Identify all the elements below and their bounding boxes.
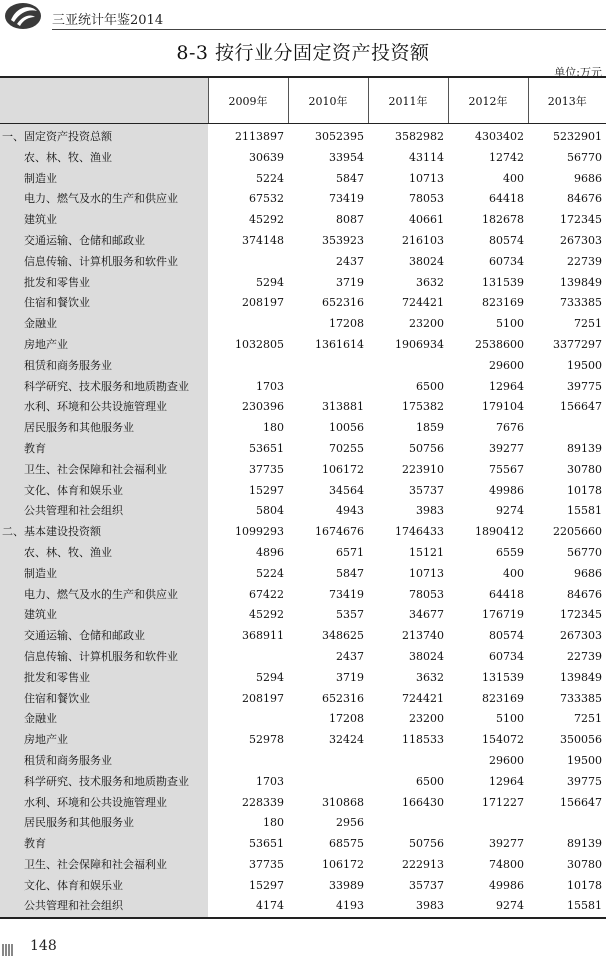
cell-value: 33954 <box>329 150 364 164</box>
cell-value: 33989 <box>329 878 364 892</box>
cell-value: 5224 <box>256 566 284 580</box>
row-label: 农、林、牧、渔业 <box>0 148 208 169</box>
cell-value: 23200 <box>409 712 444 726</box>
table-row <box>0 273 606 294</box>
row-label: 房地产业 <box>0 335 208 356</box>
cell-value <box>288 772 368 793</box>
page-number: 148 <box>30 938 57 954</box>
cell-value: 68575 <box>329 837 364 851</box>
cell-value: 30780 <box>567 857 602 871</box>
cell-value: 6559 <box>496 545 524 559</box>
table-row <box>0 793 606 814</box>
row-label: 卫生、社会保障和社会福利业 <box>0 460 208 481</box>
cell-value <box>288 377 368 398</box>
cell-value: 156647 <box>560 400 602 414</box>
book-title: 三亚统计年鉴2014 <box>52 13 164 28</box>
table-row <box>0 730 606 751</box>
cell-value: 172345 <box>560 608 602 622</box>
cell-value: 724421 <box>402 691 444 705</box>
cell-value: 6571 <box>336 545 364 559</box>
table-row <box>0 460 606 481</box>
table-row <box>0 543 606 564</box>
row-label: 建筑业 <box>0 605 208 626</box>
cell-value: 1703 <box>256 379 284 393</box>
cell-value: 724421 <box>402 296 444 310</box>
cell-value: 6500 <box>416 774 444 788</box>
cell-value: 60734 <box>489 254 524 268</box>
cell-value: 310868 <box>322 795 364 809</box>
cell-value: 179104 <box>482 400 524 414</box>
cell-value: 15297 <box>249 878 284 892</box>
cell-value: 3719 <box>336 275 364 289</box>
table-row <box>0 356 606 377</box>
cell-value: 4896 <box>256 545 284 559</box>
table-row <box>0 689 606 710</box>
cell-value: 180 <box>263 816 284 830</box>
row-label: 批发和零售业 <box>0 668 208 689</box>
column-header-stub <box>0 77 208 124</box>
cell-value: 3632 <box>416 670 444 684</box>
row-label: 住宿和餐饮业 <box>0 293 208 314</box>
cell-value: 156647 <box>560 795 602 809</box>
cell-value: 1674676 <box>315 525 364 539</box>
cell-value: 38024 <box>409 649 444 663</box>
row-label: 租赁和商务服务业 <box>0 751 208 772</box>
row-label: 公共管理和社会组织 <box>0 501 208 522</box>
cell-value: 50756 <box>409 441 444 455</box>
cell-value: 139849 <box>560 670 602 684</box>
cell-value: 7251 <box>574 712 602 726</box>
cell-value: 400 <box>503 171 524 185</box>
cell-value: 4174 <box>256 899 284 913</box>
cell-value <box>368 813 448 834</box>
cell-value: 15297 <box>249 483 284 497</box>
cell-value: 5294 <box>256 275 284 289</box>
row-label: 信息传输、计算机服务和软件业 <box>0 252 208 273</box>
cell-value: 10178 <box>567 878 602 892</box>
row-label: 金融业 <box>0 709 208 730</box>
cell-value: 52978 <box>249 733 284 747</box>
cell-value: 172345 <box>560 213 602 227</box>
cell-value: 12964 <box>489 774 524 788</box>
row-label: 科学研究、技术服务和地质勘查业 <box>0 772 208 793</box>
cell-value: 2538600 <box>475 337 524 351</box>
cell-value: 223910 <box>402 462 444 476</box>
cell-value: 1099293 <box>235 525 284 539</box>
cell-value: 3582982 <box>395 130 444 143</box>
table-row <box>0 377 606 398</box>
table-row <box>0 855 606 876</box>
table-row <box>0 148 606 169</box>
cell-value: 70255 <box>329 441 364 455</box>
cell-value: 2437 <box>336 649 364 663</box>
table-row <box>0 189 606 210</box>
cell-value: 1703 <box>256 774 284 788</box>
cell-value: 67532 <box>249 192 284 206</box>
cell-value: 22739 <box>567 649 602 663</box>
row-label: 卫生、社会保障和社会福利业 <box>0 855 208 876</box>
cell-value: 75567 <box>489 462 524 476</box>
cell-value: 64418 <box>489 192 524 206</box>
cell-value: 39277 <box>489 837 524 851</box>
cell-value: 12964 <box>489 379 524 393</box>
cell-value: 5804 <box>256 504 284 518</box>
cell-value: 19500 <box>567 753 602 767</box>
table-row <box>0 231 606 252</box>
cell-value <box>368 356 448 377</box>
cell-value: 5847 <box>336 566 364 580</box>
row-label: 电力、燃气及水的生产和供应业 <box>0 189 208 210</box>
cell-value <box>368 751 448 772</box>
table-row <box>0 772 606 793</box>
unit-label: 单位:万元 <box>554 66 602 79</box>
table-row <box>0 481 606 502</box>
cell-value: 5357 <box>336 608 364 622</box>
cell-value: 5232901 <box>553 130 602 143</box>
table-row <box>0 834 606 855</box>
cell-value: 39775 <box>567 774 602 788</box>
table-row <box>0 813 606 834</box>
row-label: 水利、环境和公共设施管理业 <box>0 397 208 418</box>
cell-value: 78053 <box>409 587 444 601</box>
cell-value: 208197 <box>242 296 284 310</box>
row-label: 科学研究、技术服务和地质勘查业 <box>0 377 208 398</box>
table-row <box>0 647 606 668</box>
cell-value: 171227 <box>482 795 524 809</box>
row-label: 公共管理和社会组织 <box>0 896 208 917</box>
cell-value: 4943 <box>336 504 364 518</box>
cell-value: 267303 <box>560 629 602 643</box>
cell-value: 131539 <box>482 670 524 684</box>
cell-value: 374148 <box>242 233 284 247</box>
cell-value: 230396 <box>242 400 284 414</box>
cell-value: 29600 <box>489 358 524 372</box>
cell-value <box>208 751 288 772</box>
cell-value: 3377297 <box>553 337 602 351</box>
cell-value: 4303402 <box>475 130 524 143</box>
cell-value: 9686 <box>574 171 602 185</box>
row-label: 金融业 <box>0 314 208 335</box>
cell-value: 10713 <box>409 171 444 185</box>
cell-value: 3052395 <box>315 130 364 143</box>
cell-value: 23200 <box>409 317 444 331</box>
cell-value: 34677 <box>409 608 444 622</box>
row-label: 二、基本建设投资额 <box>0 522 208 543</box>
cell-value: 39775 <box>567 379 602 393</box>
cell-value: 15581 <box>567 504 602 518</box>
cell-value: 60734 <box>489 649 524 663</box>
row-label: 居民服务和其他服务业 <box>0 418 208 439</box>
cell-value: 38024 <box>409 254 444 268</box>
cell-value: 78053 <box>409 192 444 206</box>
cell-value: 39277 <box>489 441 524 455</box>
cell-value: 5100 <box>496 317 524 331</box>
cell-value: 213740 <box>402 629 444 643</box>
cell-value: 19500 <box>567 358 602 372</box>
cell-value: 80574 <box>489 233 524 247</box>
cell-value <box>448 813 528 834</box>
cell-value: 5100 <box>496 712 524 726</box>
cell-value: 652316 <box>322 296 364 310</box>
cell-value <box>288 356 368 377</box>
cell-value: 7251 <box>574 317 602 331</box>
cell-value: 17208 <box>329 712 364 726</box>
cell-value: 89139 <box>567 441 602 455</box>
table-row <box>0 397 606 418</box>
cell-value: 208197 <box>242 691 284 705</box>
investment-table <box>0 76 606 917</box>
cell-value: 3719 <box>336 670 364 684</box>
cell-value: 45292 <box>249 213 284 227</box>
table-row <box>0 252 606 273</box>
cell-value: 9274 <box>496 899 524 913</box>
table-row <box>0 668 606 689</box>
cell-value: 10713 <box>409 566 444 580</box>
cell-value: 216103 <box>402 233 444 247</box>
table-row <box>0 564 606 585</box>
row-label: 电力、燃气及水的生产和供应业 <box>0 585 208 606</box>
cell-value: 400 <box>503 566 524 580</box>
cell-value: 43114 <box>409 150 444 164</box>
row-label: 制造业 <box>0 169 208 190</box>
column-header-2011: 2011年 <box>368 77 448 124</box>
row-label: 租赁和商务服务业 <box>0 356 208 377</box>
cell-value: 84676 <box>567 192 602 206</box>
cell-value <box>208 647 288 668</box>
row-label: 住宿和餐饮业 <box>0 689 208 710</box>
cell-value: 118533 <box>402 733 444 747</box>
column-header-2013: 2013年 <box>528 77 606 124</box>
table-bottom-rule <box>0 917 606 919</box>
cell-value: 3983 <box>416 899 444 913</box>
cell-value: 267303 <box>560 233 602 247</box>
cell-value: 30639 <box>249 150 284 164</box>
table-row <box>0 522 606 543</box>
cell-value: 56770 <box>567 150 602 164</box>
cell-value: 3632 <box>416 275 444 289</box>
row-label: 文化、体育和娱乐业 <box>0 876 208 897</box>
cell-value: 35737 <box>409 483 444 497</box>
cell-value: 40661 <box>409 213 444 227</box>
table-row <box>0 501 606 522</box>
cell-value <box>528 813 606 834</box>
cell-value: 73419 <box>329 587 364 601</box>
cell-value: 106172 <box>322 857 364 871</box>
table-row <box>0 709 606 730</box>
cell-value: 5847 <box>336 171 364 185</box>
cell-value: 80574 <box>489 629 524 643</box>
cell-value: 154072 <box>482 733 524 747</box>
cell-value: 222913 <box>402 857 444 871</box>
cell-value: 1906934 <box>395 337 444 351</box>
row-label: 交通运输、仓储和邮政业 <box>0 626 208 647</box>
cell-value: 8087 <box>336 213 364 227</box>
table-row <box>0 314 606 335</box>
cell-value: 313881 <box>322 400 364 414</box>
table-row <box>0 626 606 647</box>
cell-value: 180 <box>263 421 284 435</box>
cell-value: 53651 <box>249 441 284 455</box>
cell-value: 2113897 <box>235 130 284 143</box>
cell-value: 2205660 <box>553 525 602 539</box>
cell-value: 35737 <box>409 878 444 892</box>
cell-value: 37735 <box>249 462 284 476</box>
row-label: 教育 <box>0 834 208 855</box>
row-label: 居民服务和其他服务业 <box>0 813 208 834</box>
cell-value: 6500 <box>416 379 444 393</box>
cell-value: 1890412 <box>475 525 524 539</box>
column-header-2009: 2009年 <box>208 77 288 124</box>
cell-value: 182678 <box>482 213 524 227</box>
cell-value: 49986 <box>489 483 524 497</box>
cell-value: 64418 <box>489 587 524 601</box>
cell-value: 106172 <box>322 462 364 476</box>
cell-value: 84676 <box>567 587 602 601</box>
cell-value: 89139 <box>567 837 602 851</box>
cell-value: 175382 <box>402 400 444 414</box>
cell-value <box>208 314 288 335</box>
cell-value: 15581 <box>567 899 602 913</box>
cell-value: 17208 <box>329 317 364 331</box>
row-label: 建筑业 <box>0 210 208 231</box>
row-label: 教育 <box>0 439 208 460</box>
row-label: 一、固定资产投资总额 <box>0 124 208 148</box>
page-corner-mark <box>2 944 14 956</box>
cell-value: 1746433 <box>395 525 444 539</box>
cell-value: 10178 <box>567 483 602 497</box>
cell-value: 22739 <box>567 254 602 268</box>
cell-value: 74800 <box>489 857 524 871</box>
cell-value: 652316 <box>322 691 364 705</box>
cell-value: 228339 <box>242 795 284 809</box>
table-row <box>0 169 606 190</box>
cell-value: 1032805 <box>235 337 284 351</box>
cell-value: 368911 <box>242 629 284 643</box>
cell-value: 733385 <box>560 296 602 310</box>
header-rule <box>52 29 606 30</box>
page-header <box>0 0 606 34</box>
cell-value: 29600 <box>489 753 524 767</box>
row-label: 农、林、牧、渔业 <box>0 543 208 564</box>
table-row <box>0 605 606 626</box>
cell-value: 348625 <box>322 629 364 643</box>
table-row <box>0 335 606 356</box>
cell-value: 7676 <box>496 421 524 435</box>
cell-value: 53651 <box>249 837 284 851</box>
cell-value: 12742 <box>489 150 524 164</box>
cell-value: 2437 <box>336 254 364 268</box>
cell-value: 15121 <box>409 545 444 559</box>
cell-value: 350056 <box>560 733 602 747</box>
cell-value: 823169 <box>482 296 524 310</box>
table-row <box>0 293 606 314</box>
cell-value: 176719 <box>482 608 524 622</box>
row-label: 信息传输、计算机服务和软件业 <box>0 647 208 668</box>
cell-value: 2956 <box>336 816 364 830</box>
column-header-2012: 2012年 <box>448 77 528 124</box>
row-label: 批发和零售业 <box>0 273 208 294</box>
cell-value: 3983 <box>416 504 444 518</box>
yearbook-logo-icon <box>2 0 44 32</box>
cell-value: 73419 <box>329 192 364 206</box>
cell-value: 1859 <box>416 421 444 435</box>
table-row <box>0 585 606 606</box>
column-header-2010: 2010年 <box>288 77 368 124</box>
cell-value: 9274 <box>496 504 524 518</box>
table-title: 8-3 按行业分固定资产投资额 <box>176 42 430 64</box>
cell-value: 67422 <box>249 587 284 601</box>
cell-value <box>288 751 368 772</box>
cell-value: 5294 <box>256 670 284 684</box>
row-label: 制造业 <box>0 564 208 585</box>
cell-value <box>528 418 606 439</box>
cell-value: 50756 <box>409 837 444 851</box>
table-row <box>0 896 606 917</box>
table-row <box>0 124 606 148</box>
cell-value: 5224 <box>256 171 284 185</box>
cell-value: 9686 <box>574 566 602 580</box>
cell-value: 37735 <box>249 857 284 871</box>
table-row <box>0 210 606 231</box>
cell-value: 10056 <box>329 421 364 435</box>
cell-value: 353923 <box>322 233 364 247</box>
cell-value: 733385 <box>560 691 602 705</box>
table-row <box>0 439 606 460</box>
table-row <box>0 751 606 772</box>
cell-value: 823169 <box>482 691 524 705</box>
cell-value <box>208 356 288 377</box>
cell-value <box>208 252 288 273</box>
cell-value: 30780 <box>567 462 602 476</box>
cell-value: 1361614 <box>315 337 364 351</box>
cell-value: 56770 <box>567 545 602 559</box>
row-label: 文化、体育和娱乐业 <box>0 481 208 502</box>
cell-value: 131539 <box>482 275 524 289</box>
cell-value: 4193 <box>336 899 364 913</box>
cell-value: 139849 <box>560 275 602 289</box>
cell-value <box>208 709 288 730</box>
cell-value: 32424 <box>329 733 364 747</box>
cell-value: 34564 <box>329 483 364 497</box>
row-label: 交通运输、仓储和邮政业 <box>0 231 208 252</box>
row-label: 房地产业 <box>0 730 208 751</box>
table-row <box>0 876 606 897</box>
cell-value: 49986 <box>489 878 524 892</box>
table-row <box>0 418 606 439</box>
cell-value: 45292 <box>249 608 284 622</box>
table-body <box>0 124 606 918</box>
cell-value: 166430 <box>402 795 444 809</box>
table-header-row <box>0 77 606 124</box>
row-label: 水利、环境和公共设施管理业 <box>0 793 208 814</box>
